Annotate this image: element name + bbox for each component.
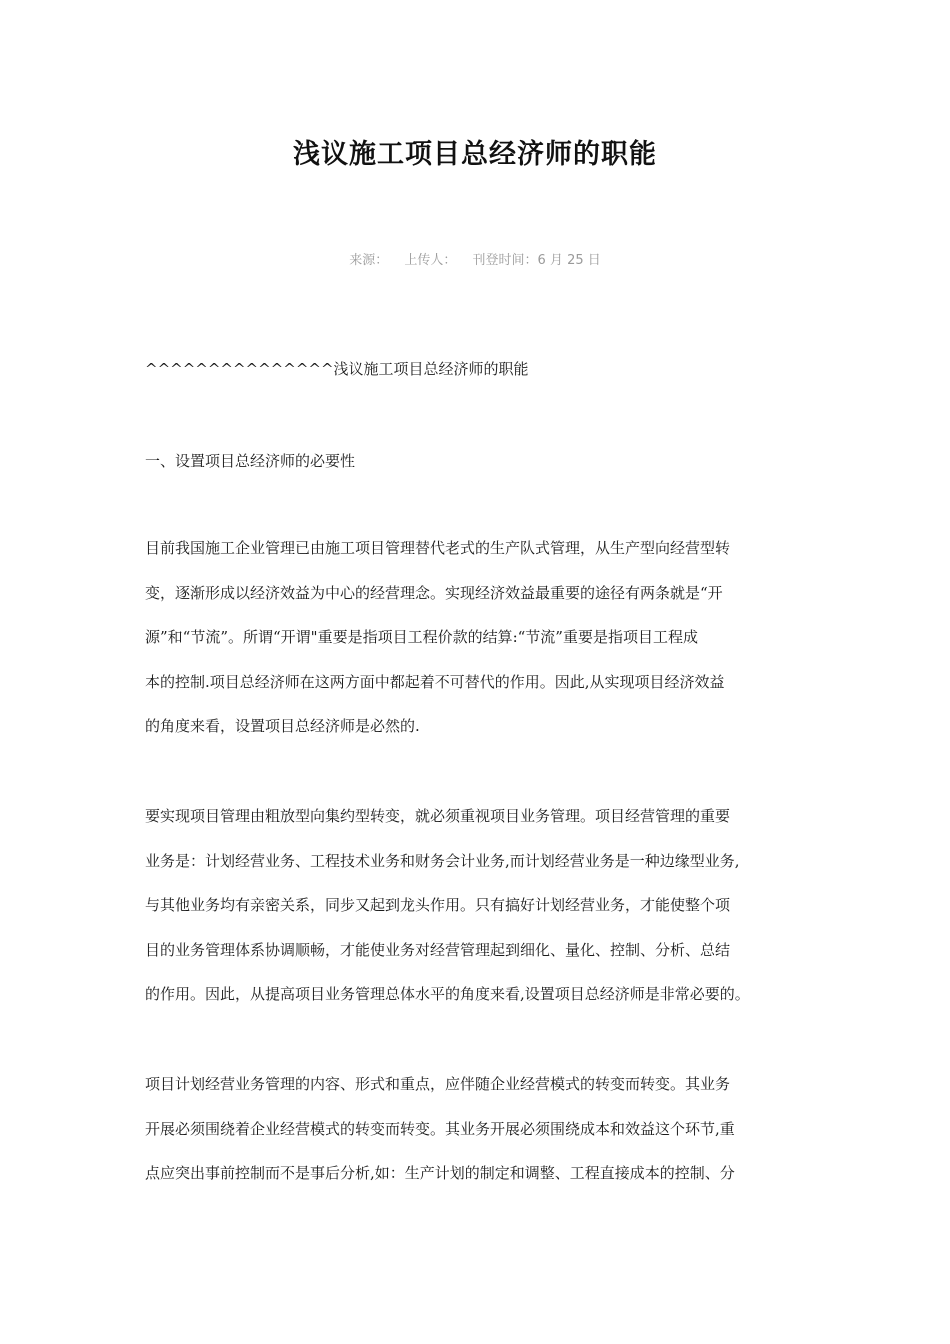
paragraph-3 bbox=[145, 1062, 815, 1196]
publish-date: 刊登时间：6 月 25 日 bbox=[472, 253, 601, 268]
paragraph-line: 的作用。因此，从提高项目业务管理总体水平的角度来看,设置项目总经济师是非常必要的。 bbox=[145, 985, 750, 1003]
paragraph-1 bbox=[145, 526, 815, 749]
article-meta bbox=[0, 249, 950, 268]
paragraph-line: 与其他业务均有亲密关系，同步又起到龙头作用。只有搞好计划经营业务，才能使整个项 bbox=[145, 896, 731, 914]
paragraph-line: 目前我国施工企业管理已由施工项目管理替代老式的生产队式管理，从生产型向经营型转 bbox=[145, 539, 731, 557]
paragraph-line: 目的业务管理体系协调顺畅，才能使业务对经营管理起到细化、量化、控制、分析、总结 bbox=[145, 940, 731, 959]
paragraph-line: 要实现项目管理由粗放型向集约型转变，就必须重视项目业务管理。项目经营管理的重要 bbox=[145, 807, 731, 825]
intro-line: ^^^^^^^^^^^^^^^浅议施工项目总经济师的职能 bbox=[145, 360, 529, 378]
section-heading: 一、设置项目总经济师的必要性 bbox=[145, 452, 356, 470]
uploader-label: 上传人： bbox=[404, 253, 457, 268]
paragraph-line: 变，逐渐形成以经济效益为中心的经营理念。实现经济效益最重要的途径有两条就是“开 bbox=[145, 583, 723, 602]
paragraph-line: 点应突出事前控制而不是事后分析,如：生产计划的制定和调整、工程直接成本的控制、分 bbox=[145, 1164, 735, 1182]
paragraph-2 bbox=[145, 794, 815, 1017]
paragraph-line: 源”和“节流”。所谓“开谓"重要是指项目工程价款的结算:“节流”重要是指项目工程成 bbox=[145, 628, 698, 646]
paragraph-line: 业务是：计划经营业务、工程技术业务和财务会计业务,而计划经营业务是一种边缘型业务, bbox=[145, 851, 740, 870]
paragraph-line: 项目计划经营业务管理的内容、形式和重点，应伴随企业经营模式的转变而转变。其业务 bbox=[145, 1075, 731, 1093]
paragraph-line: 的角度来看，设置项目总经济师是必然的. bbox=[145, 717, 420, 735]
paragraph-line: 开展必须围绕着企业经营模式的转变而转变。其业务开展必须围绕成本和效益这个环节,重 bbox=[145, 1119, 735, 1138]
source-label: 来源： bbox=[349, 253, 389, 268]
paragraph-line: 本的控制.项目总经济师在这两方面中都起着不可替代的作用。因此,从实现项目经济效益 bbox=[145, 672, 725, 691]
page-title: 浅议施工项目总经济师的职能 bbox=[293, 139, 657, 170]
